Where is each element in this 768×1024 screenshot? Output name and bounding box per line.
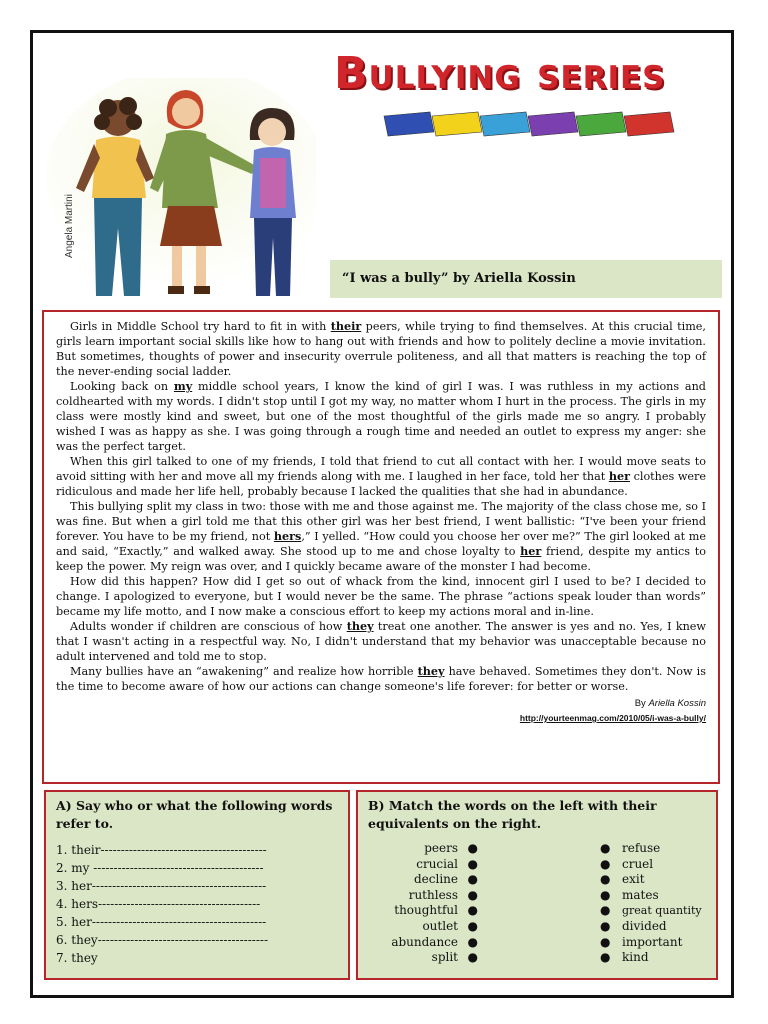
source-link[interactable]: http://yourteenmag.com/2010/05/i-was-a-bully/ — [519, 713, 706, 723]
bullet-icon: ● — [467, 872, 478, 887]
girls-illustration — [36, 78, 316, 300]
list-item: 5. her------------------------------------------- — [56, 915, 267, 929]
underlined-word: my — [173, 379, 193, 393]
bullet-icon: ● — [467, 856, 478, 871]
girl-right-figure — [250, 108, 296, 296]
bullet-icon: ● — [600, 950, 611, 965]
underlined-word: her — [608, 469, 630, 483]
bullet-icon: ● — [600, 918, 611, 933]
underlined-word: their — [330, 319, 362, 333]
list-item: ● cruel — [600, 856, 654, 871]
list-item: thoughtful ● — [394, 903, 478, 918]
list-item: 3. her------------------------------------------- — [56, 879, 267, 893]
underlined-word: they — [417, 664, 445, 678]
bullet-icon: ● — [467, 950, 478, 965]
list-item: 1. their----------------------------------------- — [56, 843, 267, 857]
book-icon — [384, 112, 434, 136]
list-item: ● kind — [600, 950, 649, 965]
list-item: peers ● — [424, 841, 478, 855]
underlined-word: hers — [273, 529, 302, 543]
paragraph-2: Looking back on my middle school years, I know the kind of girl I was. I was ruthless in my actions and coldhearted with my words. I didn't stop until I got my way, no matter whom I hurt in the process. The girls in my class were mostly kind and sweet, but one of the most thoughtful of the girls made me so angry. I probably wished I was as happy as she. I was going through a rough time and needed an outlet to express my anger: she was the perfect target. — [56, 379, 706, 453]
bullet-icon: ● — [467, 841, 478, 855]
series-title: Bullying series — [334, 48, 666, 99]
paragraph-1: Girls in Middle School try hard to fit in with their peers, while trying to find themselves. At this crucial time, girls learn important social skills like how to hang out with friends and how to politely decline a movie invitation. But sometimes, thoughts of power and insecurity overrule politeness, and all that matters is reaching the top of the never-ending social ladder. — [56, 319, 706, 378]
bullet-icon: ● — [467, 934, 478, 949]
list-item: ● important — [600, 934, 683, 949]
list-item: 4. hers---------------------------------------- — [56, 897, 261, 911]
article-body — [42, 310, 720, 784]
list-item: ● exit — [600, 872, 645, 887]
paragraph-3: When this girl talked to one of my friends, I told that friend to cut all contact with her. I would move seats to avoid sitting with her and move all my friends along with me. I laughed in her face, told her that her clothes were ridiculous and made her life hell, probably because I lacked the qualities that she had in abundance. — [56, 455, 707, 498]
matching-columns — [368, 841, 706, 971]
book-icon — [528, 112, 578, 136]
right-word-column — [600, 841, 730, 966]
article-title: “I was a bully” by Ariella Kossin — [330, 260, 722, 298]
list-item: 6. they------------------------------------------ — [56, 933, 268, 947]
list-item: ● great quantity — [600, 903, 702, 918]
list-item: ruthless ● — [408, 887, 478, 902]
bullet-icon: ● — [600, 887, 611, 902]
bullet-icon: ● — [467, 903, 478, 918]
book-icon — [624, 112, 674, 136]
book-icon — [480, 112, 530, 136]
list-item: outlet ● — [422, 918, 478, 933]
exercise-a-title: A) Say who or what the following words refer to. — [56, 798, 333, 831]
list-item: crucial ● — [416, 856, 478, 871]
underlined-word: they — [346, 619, 374, 633]
list-item: ● mates — [600, 887, 659, 902]
article-byline: By Ariella Kossin — [634, 698, 706, 709]
exercise-b — [356, 790, 718, 980]
list-item: decline ● — [413, 872, 478, 887]
list-item: ● divided — [600, 918, 667, 933]
left-word-column — [368, 841, 478, 966]
underlined-word: her — [520, 544, 542, 558]
illustration-credit: Angela Martini — [64, 194, 75, 258]
bullet-icon: ● — [600, 903, 611, 918]
bullet-icon: ● — [600, 856, 611, 871]
books-decoration — [380, 108, 680, 142]
exercise-a — [44, 790, 350, 980]
bullet-icon: ● — [600, 872, 611, 887]
list-item: abundance ● — [391, 934, 478, 949]
bullet-icon: ● — [467, 887, 478, 902]
bullet-icon: ● — [600, 934, 611, 949]
book-icon — [432, 112, 482, 136]
paragraph-6: Adults wonder if children are conscious of how they treat one another. The answer is yes and no. Yes, I knew that I wasn't acting in a respectful way. No, I didn't understand that my behavior was unacceptable because no adult intervened and told me to stop. — [56, 619, 706, 663]
exercise-a-list — [56, 841, 338, 967]
list-item: split ● — [431, 950, 478, 965]
list-item: ● refuse — [600, 841, 661, 855]
paragraph-4: This bullying split my class in two: those with me and those against me. The majority of the class chose me, so I was fine. But when a girl told me that this other girl was her best friend, I went ballistic: “I've been your friend forever. You have to be my friend, not hers,” I yelled. “How could you choose her over me?” The girl looked at me and said, “Exactly,” and walked away. She stood up to me and chose loyalty to her friend, despite my antics to keep the power. My reign was over, and I quickly became aware of the monster I had become. — [56, 500, 706, 573]
paragraph-5: How did this happen? How did I get so out of whack from the kind, innocent girl I used to be? I decided to change. I apologized to everyone, but I would never be the same. The phrase “actions speak louder than words” became my life motto, and I now make a conscious effort to keep my actions moral and in-line. — [56, 575, 706, 618]
bullet-icon: ● — [600, 841, 611, 855]
list-item: 2. my ------------------------------------------ — [56, 861, 264, 875]
paragraph-7: Many bullies have an “awakening” and realize how horrible they have behaved. Sometimes they don't. Now is the time to become aware of how our actions can change someone's life forever: for better or worse. — [56, 664, 706, 693]
book-icon — [576, 112, 626, 136]
bullet-icon: ● — [467, 918, 478, 933]
list-item: 7. they — [56, 951, 98, 965]
exercise-b-title: B) Match the words on the left with their equivalents on the right. — [368, 798, 657, 831]
